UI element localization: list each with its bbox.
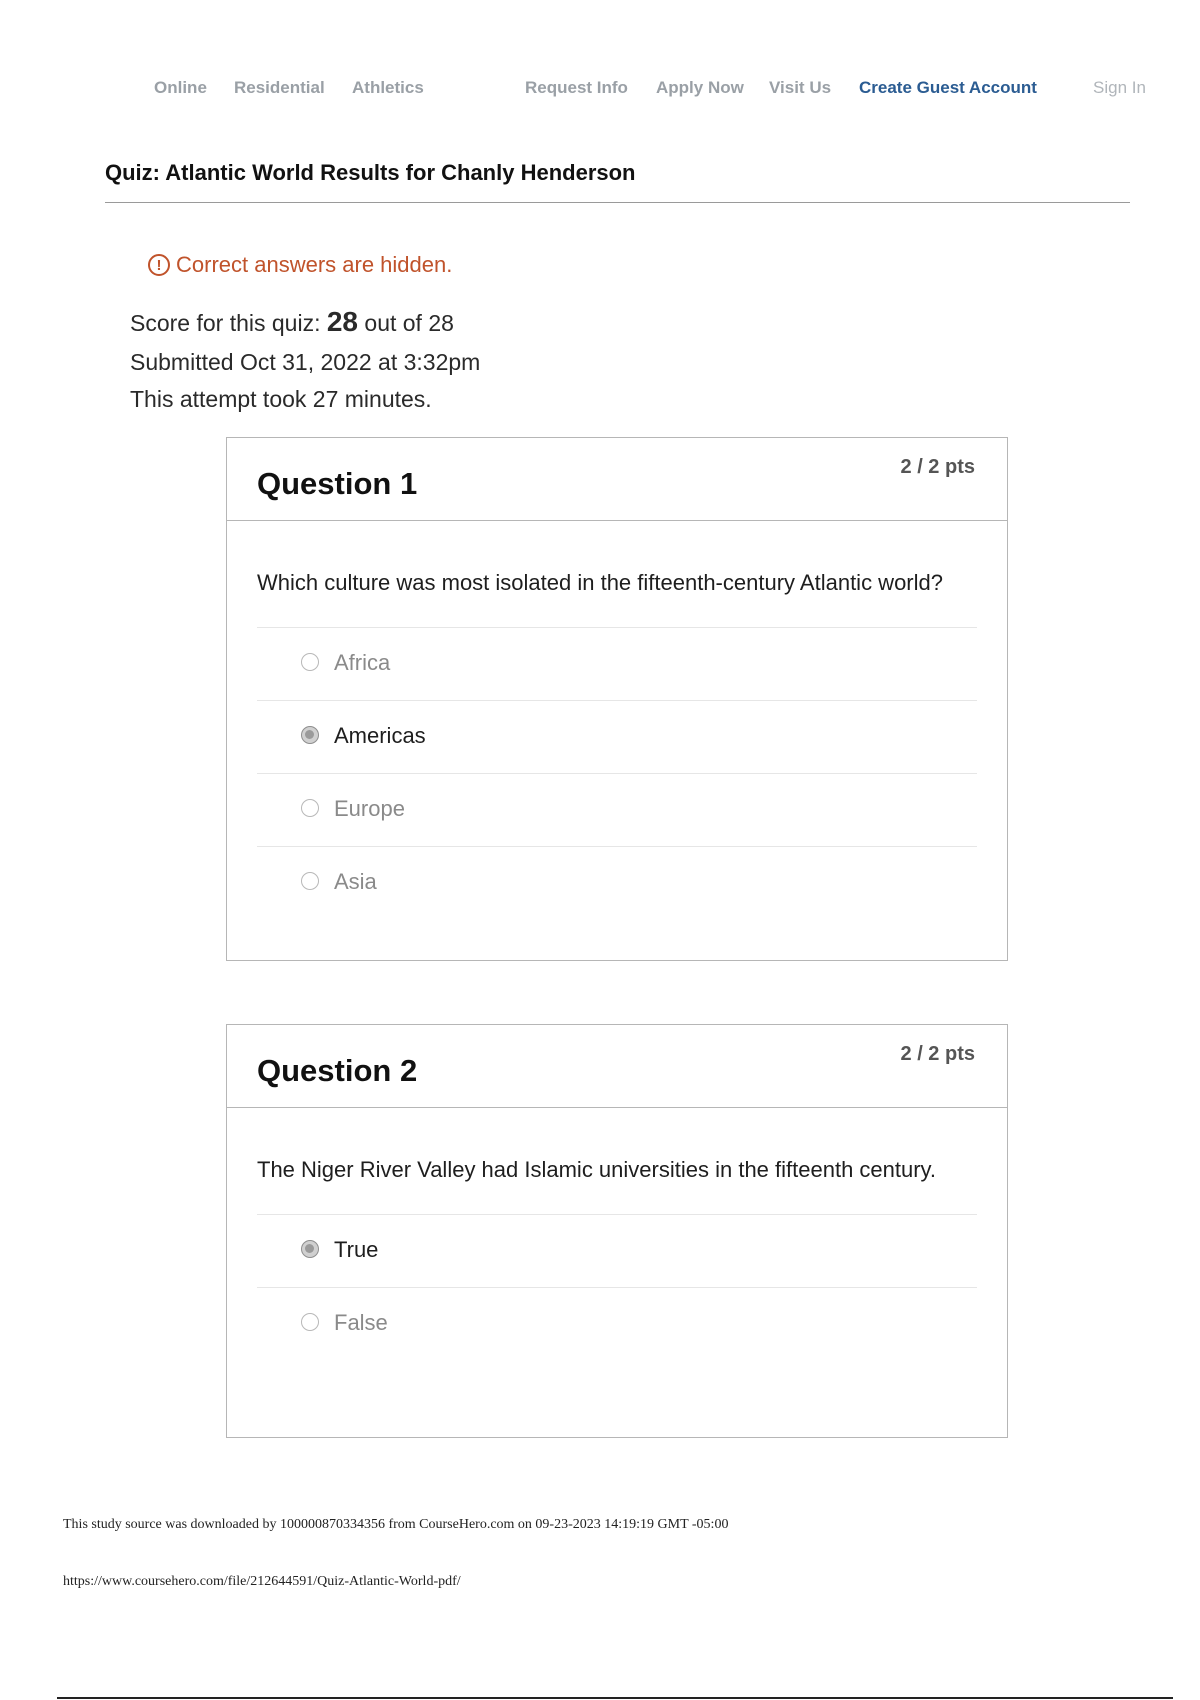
question-points: 2 / 2 pts: [900, 456, 975, 478]
nav-link-sign-in[interactable]: Sign In: [1093, 78, 1146, 97]
top-navigation: [0, 78, 1200, 100]
question-header: [227, 438, 1007, 521]
answer-label: Asia: [334, 869, 377, 894]
question-title: Question 1: [257, 466, 418, 501]
nav-link-request-info[interactable]: Request Info: [525, 78, 628, 97]
score-prefix: Score for this quiz:: [130, 310, 327, 336]
answer-label: False: [334, 1310, 388, 1335]
radio-button[interactable]: [301, 872, 319, 890]
question-card-1: [226, 437, 1008, 961]
nav-link-athletics[interactable]: Athletics: [352, 78, 424, 97]
question-points: 2 / 2 pts: [900, 1043, 975, 1065]
submitted-timestamp: Submitted Oct 31, 2022 at 3:32pm: [130, 349, 481, 375]
download-source-note: This study source was downloaded by 100000870334356 from CourseHero.com on 09-23-2023 14:19:19 GMT -05:00: [63, 1517, 729, 1532]
answer-option[interactable]: [257, 701, 977, 774]
warning-icon: !: [148, 254, 170, 276]
question-card-2: [226, 1024, 1008, 1438]
notice-text: Correct answers are hidden.: [176, 252, 453, 277]
question-text: The Niger River Valley had Islamic universities in the fifteenth century.: [257, 1157, 937, 1182]
answer-option[interactable]: [257, 628, 977, 701]
radio-button[interactable]: [301, 653, 319, 671]
answer-option[interactable]: [257, 1288, 977, 1360]
attempt-duration: This attempt took 27 minutes.: [130, 386, 432, 412]
answer-label: Americas: [334, 723, 426, 748]
answer-list: [257, 1214, 977, 1360]
radio-button-selected[interactable]: [301, 726, 319, 744]
bottom-divider: [57, 1697, 1173, 1699]
source-url: https://www.coursehero.com/file/212644591/Quiz-Atlantic-World-pdf/: [63, 1574, 461, 1589]
answer-label: True: [334, 1237, 379, 1262]
question-title: Question 2: [257, 1053, 418, 1088]
score-suffix: out of 28: [358, 310, 454, 336]
correct-answers-hidden-notice: [148, 252, 452, 278]
question-header: [227, 1025, 1007, 1108]
nav-link-visit-us[interactable]: Visit Us: [769, 78, 832, 97]
radio-button-selected[interactable]: [301, 1240, 319, 1258]
radio-button[interactable]: [301, 799, 319, 817]
score-line: [130, 306, 454, 338]
answer-option[interactable]: [257, 774, 977, 847]
page-title: Quiz: Atlantic World Results for Chanly Henderson: [105, 160, 636, 185]
title-divider: [105, 202, 1130, 203]
nav-link-apply-now[interactable]: Apply Now: [656, 78, 744, 97]
answer-option[interactable]: [257, 1215, 977, 1288]
answer-label: Europe: [334, 796, 405, 821]
answer-option[interactable]: [257, 847, 977, 919]
nav-link-create-guest-account[interactable]: Create Guest Account: [859, 78, 1037, 97]
score-value: 28: [326, 306, 359, 337]
answer-label: Africa: [334, 650, 391, 675]
answer-list: [257, 627, 977, 919]
nav-link-residential[interactable]: Residential: [234, 78, 325, 97]
radio-button[interactable]: [301, 1313, 319, 1331]
question-text: Which culture was most isolated in the fifteenth-century Atlantic world?: [257, 570, 943, 595]
nav-link-online[interactable]: Online: [154, 78, 207, 97]
